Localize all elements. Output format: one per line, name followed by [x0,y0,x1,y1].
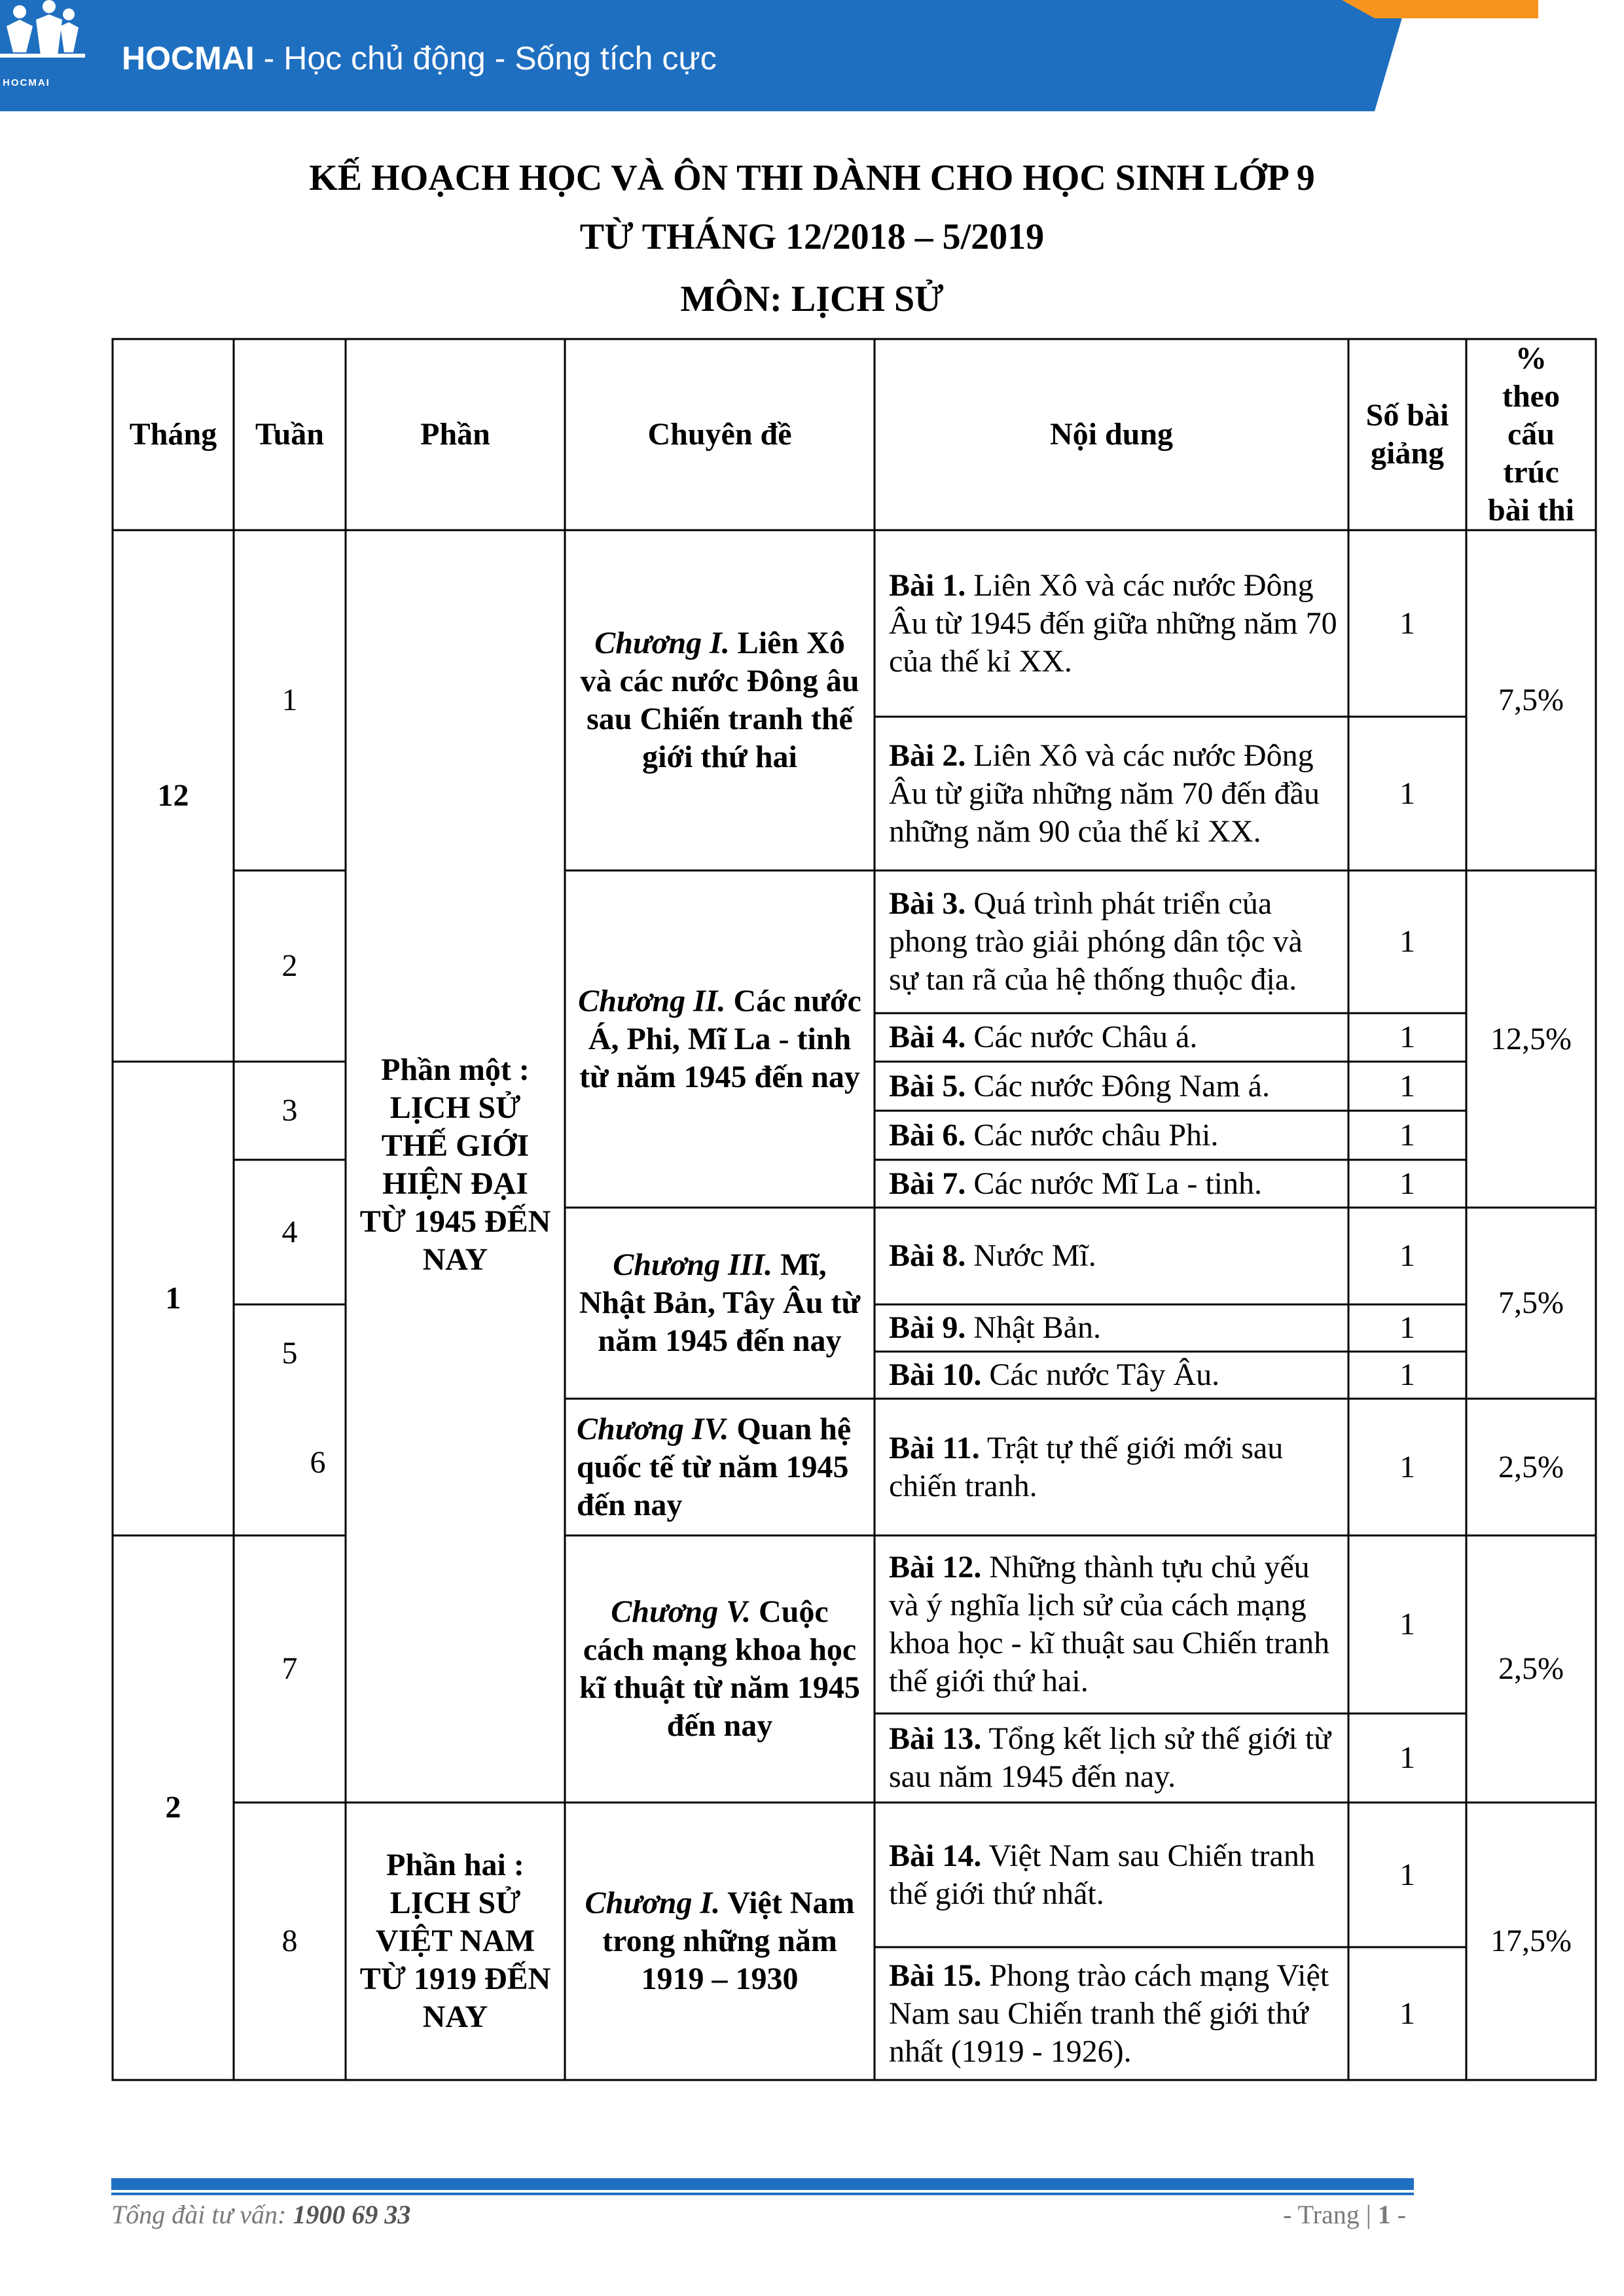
lesson-title: Phong trào cách mạng Việt Nam sau Chiến tranh thế giới thứ nhất (1919 - 1926). [889,1958,1329,2069]
lesson-cell [875,1947,1348,2080]
chapter-label: Chương I. [594,626,730,660]
lesson-title: Việt Nam sau Chiến tranh thế giới thứ nhất. [889,1838,1315,1911]
lesson-number: Bài 8. [889,1238,966,1273]
lesson-cell [875,1803,1348,1947]
chapter-cell [565,1208,875,1399]
lesson-number: Bài 12. [889,1550,982,1585]
lesson-title: Liên Xô và các nước Đông Âu từ giữa những năm 70 đến đầu những năm 90 của thế kỉ XX. [889,738,1320,849]
page-prefix: - Trang | [1283,2200,1371,2229]
part-cell: Phần một : LỊCH SỬ THẾ GIỚI HIỆN ĐẠI TỪ 1945 ĐẾN NAY [359,1052,551,1277]
month-cell: 1 [165,1281,181,1316]
week-cell: 4 [281,1214,298,1249]
lesson-count: 1 [1399,1166,1415,1201]
lesson-count: 1 [1399,1310,1415,1345]
lesson-number: Bài 13. [889,1721,982,1756]
hotline-number: 1900 69 33 [293,2200,411,2229]
chapter-cell [565,870,875,1208]
header-content: Nội dung [1049,417,1174,452]
week-cell: 5 [281,1336,298,1371]
percent-cell: 2,5% [1498,1449,1564,1484]
footer-rule-thin [111,2193,1414,2195]
percent-cell: 7,5% [1498,683,1564,717]
lesson-title: Nhật Bản. [973,1310,1101,1345]
chapter-text: Cuộc cách mạng khoa học kĩ thuật từ năm 1945 đến nay [579,1594,860,1743]
chapter-label: Chương I. [585,1886,721,1920]
lesson-number: Bài 4. [889,1020,966,1054]
lesson-count: 1 [1399,1996,1415,2031]
lesson-count: 1 [1399,1857,1415,1892]
lesson-title: Các nước Mĩ La - tinh. [973,1166,1262,1201]
lesson-title: Quá trình phát triển của phong trào giải phóng dân tộc và sự tan rã của hệ thống thuộc địa. [889,886,1303,997]
week-cell: 3 [281,1093,298,1128]
page-suffix: - [1397,2200,1407,2229]
lesson-cell [875,530,1348,717]
lesson-number: Bài 7. [889,1166,966,1201]
lesson-cell [875,1013,1348,1062]
chapter-cell [565,530,875,870]
lesson-number: Bài 1. [889,567,966,603]
lesson-cell [875,1160,1348,1208]
lesson-number: Bài 9. [889,1310,966,1345]
chapter-text: Việt Nam trong những năm 1919 – 1930 [602,1886,855,1996]
chapter-text: Quan hệ quốc tế từ năm 1945 đến nay [577,1411,852,1522]
brand-slogan: - Học chủ động - Sống tích cực [263,40,717,77]
lesson-number: Bài 3. [889,886,966,921]
header-topic: Chuyên đề [647,417,792,452]
lesson-number: Bài 11. [889,1430,980,1465]
lesson-title: Các nước Tây Âu. [989,1357,1220,1392]
lesson-count: 1 [1399,1117,1415,1153]
header-part: Phần [420,417,490,452]
lesson-count: 1 [1399,605,1415,641]
lesson-title: Nước Mĩ. [973,1238,1096,1273]
lesson-number: Bài 6. [889,1117,966,1153]
chapter-text: Mĩ, Nhật Bản, Tây Âu từ năm 1945 đến nay [579,1247,861,1358]
lesson-count: 1 [1399,1449,1415,1484]
page-number: 1 [1377,2200,1391,2229]
week-cell: 8 [281,1924,298,1958]
chapter-text: Liên Xô và các nước Đông âu sau Chiến tranh thế giới thứ hai [580,626,859,774]
header-lesson-count: Số bài giảng [1365,398,1449,471]
percent-cell: 12,5% [1490,1021,1572,1056]
week-cell: 7 [281,1651,298,1686]
lesson-count: 1 [1399,1068,1415,1103]
lesson-cell [875,1399,1348,1535]
footer-hotline [111,2199,410,2230]
chapter-label: Chương II. [578,983,726,1018]
lesson-cell [875,1111,1348,1160]
lesson-cell [875,870,1348,1013]
lesson-cell [875,1713,1348,1803]
lesson-count: 1 [1399,924,1415,959]
lesson-title: Các nước Châu á. [973,1020,1198,1054]
month-cell: 2 [165,1790,181,1825]
lesson-cell [875,717,1348,870]
header-week: Tuần [255,417,324,452]
percent-cell: 17,5% [1490,1924,1572,1958]
logo-text: HOCMAI [3,77,50,88]
lesson-number: Bài 2. [889,738,966,773]
lesson-title: Các nước Đông Nam á. [973,1068,1270,1103]
lesson-count: 1 [1399,1740,1415,1775]
lesson-count: 1 [1399,776,1415,811]
lesson-cell [875,1352,1348,1399]
percent-cell: 7,5% [1498,1285,1564,1320]
footer-rule [111,2178,1414,2190]
lesson-count: 1 [1399,1607,1415,1641]
week-cell: 2 [281,948,298,983]
chapter-label: Chương III. [613,1247,773,1282]
chapter-label: Chương V. [611,1594,751,1629]
lesson-title: Liên Xô và các nước Đông Âu từ 1945 đến giữa những năm 70 của thế kỉ XX. [889,567,1337,679]
brand-name: HOCMAI [122,40,255,77]
document-period: TỪ THÁNG 12/2018 – 5/2019 [579,217,1045,257]
lesson-number: Bài 14. [889,1838,982,1873]
chapter-text: Các nước Á, Phi, Mĩ La - tinh từ năm 1945 đến nay [579,983,861,1094]
page-indicator [1283,2199,1406,2230]
chapter-label: Chương IV. [577,1411,729,1446]
lesson-cell [875,1208,1348,1304]
lesson-cell [875,1062,1348,1111]
hotline-label: Tổng đài tư vấn: [111,2200,287,2229]
lesson-cell [875,1304,1348,1352]
month-cell: 12 [157,778,189,813]
week-cell: 6 [310,1445,326,1480]
lesson-count: 1 [1399,1357,1415,1392]
lesson-number: Bài 15. [889,1958,982,1993]
header-percent: % theo cấu trúc bài thi [1487,341,1575,528]
chapter-cell [565,1399,875,1535]
document-title: KẾ HOẠCH HỌC VÀ ÔN THI DÀNH CHO HỌC SINH LỚP 9 [309,158,1315,198]
lesson-count: 1 [1399,1020,1415,1054]
week-cell: 1 [281,683,298,717]
document-subject: MÔN: LỊCH SỬ [680,279,944,319]
chapter-cell [565,1535,875,1803]
lesson-number: Bài 5. [889,1068,966,1103]
percent-cell: 2,5% [1498,1651,1564,1686]
lesson-title: Các nước châu Phi. [973,1117,1219,1153]
chapter-cell [565,1803,875,2080]
lesson-cell [875,1535,1348,1713]
lesson-title: Trật tự thế giới mới sau chiến tranh. [889,1430,1284,1503]
lesson-title: Tổng kết lịch sử thế giới từ sau năm 1945 đến nay. [889,1721,1331,1794]
header-month: Tháng [129,417,217,452]
part-cell: Phần hai : LỊCH SỬ VIỆT NAM TỪ 1919 ĐẾN NAY [359,1848,551,2034]
lesson-number: Bài 10. [889,1357,982,1392]
lesson-title: Những thành tựu chủ yếu và ý nghĩa lịch sử của cách mạng khoa học - kĩ thuật sau Chiến tranh thế giới thứ hai. [889,1550,1330,1698]
lesson-count: 1 [1399,1238,1415,1273]
